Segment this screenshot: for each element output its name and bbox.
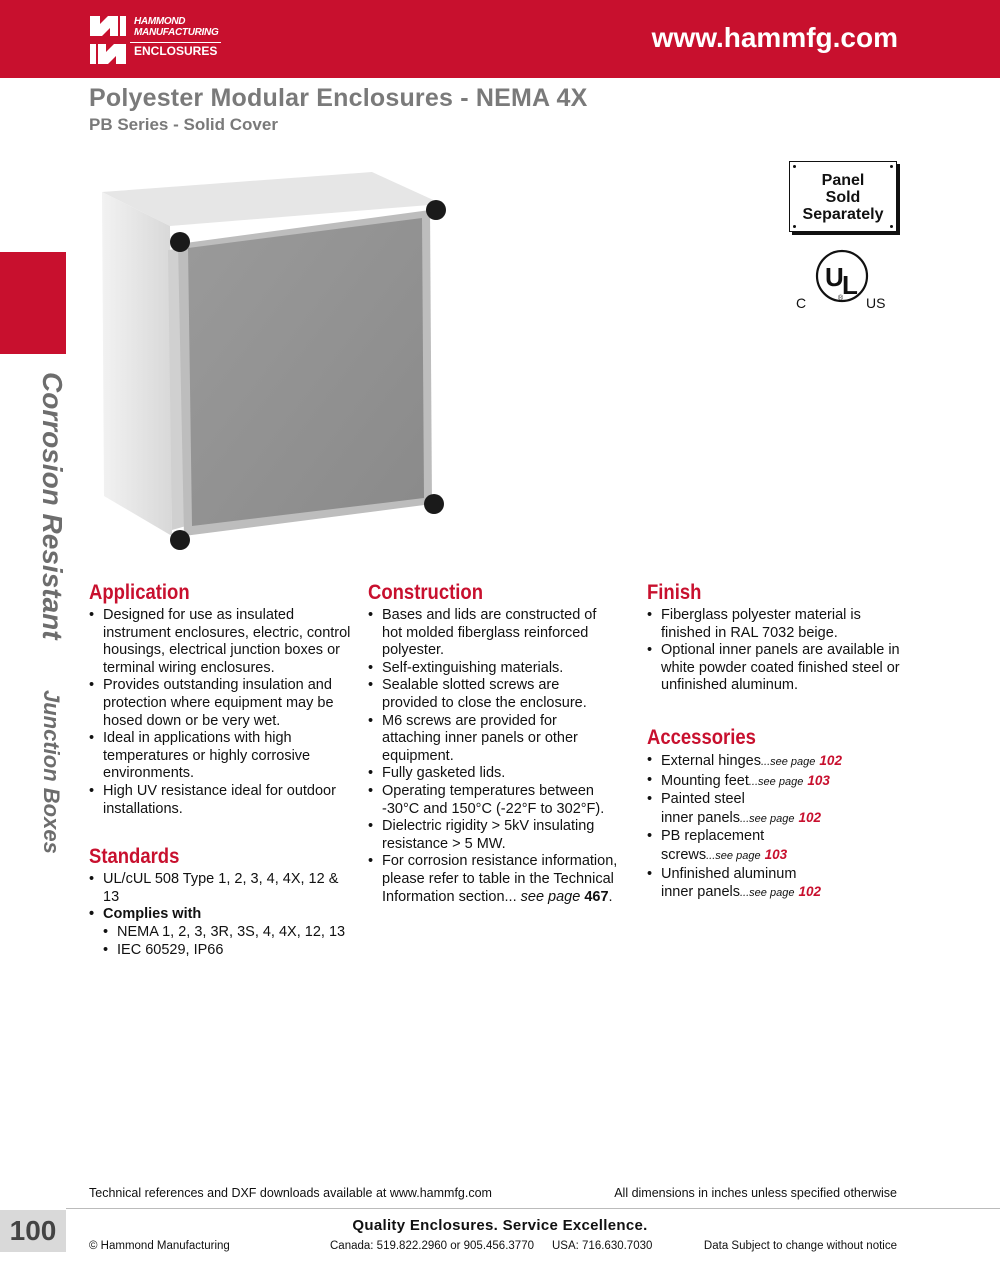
badge-line-2: Sold	[825, 189, 861, 206]
spacer	[647, 695, 907, 725]
see-page-number[interactable]: 467	[584, 888, 609, 905]
badge-dot	[890, 225, 893, 228]
dimensions-note: All dimensions in inches unless specified otherwise	[614, 1186, 897, 1200]
accessory-label: Mounting feet	[661, 772, 749, 789]
list-item: • M6 screws are provided for attaching inner panels or other equipment.	[368, 713, 618, 766]
list-item: • IEC 60529, IP66	[89, 942, 351, 960]
website-url[interactable]: www.hammfg.com	[651, 22, 898, 53]
accessory-label: screws	[661, 846, 707, 863]
list-item: • Complies with	[89, 906, 351, 924]
accessory-page-link[interactable]: 102	[798, 884, 821, 900]
side-category-label: Corrosion Resistant	[37, 372, 68, 640]
accessory-page-link[interactable]: 102	[798, 809, 821, 825]
finish-heading: Finish	[647, 581, 702, 604]
list-item: • Provides outstanding insulation and protection where equipment may be hosed down or be very wet.	[89, 677, 351, 730]
side-subcategory-label: Junction Boxes	[39, 690, 64, 854]
badge-line-1: Panel	[821, 172, 865, 189]
see-page-label: ...see page	[706, 849, 761, 862]
see-page-label: see page	[520, 888, 581, 905]
list-item: • UL/cUL 508 Type 1, 2, 3, 4, 4X, 12 & 13	[89, 871, 351, 906]
badge-line-3: Separately	[802, 206, 884, 223]
see-page-label: ...see page	[760, 755, 816, 768]
accessory-item	[647, 772, 907, 792]
accessory-label: External hinges	[661, 752, 761, 769]
logo-name	[134, 16, 218, 38]
tech-references-note: Technical references and DXF downloads available at www.hammfg.com	[89, 1186, 492, 1200]
ul-registered: ®	[838, 295, 844, 302]
list-item: • High UV resistance ideal for outdoor installations.	[89, 783, 351, 818]
badge-dot	[793, 225, 796, 228]
enclosure-product-image	[92, 164, 452, 556]
spacer	[89, 818, 351, 844]
standards-heading: Standards	[89, 845, 180, 869]
page-subtitle: PB Series - Solid Cover	[89, 115, 278, 134]
page-title: Polyester Modular Enclosures - NEMA 4X	[89, 84, 588, 112]
application-heading: Application	[89, 581, 190, 604]
footer-tagline: Quality Enclosures. Service Excellence.	[352, 1217, 648, 1234]
see-page-label: ...see page	[740, 887, 795, 900]
standards-list	[89, 871, 351, 959]
logo-line-1: HAMMOND	[134, 16, 186, 27]
list-item	[368, 853, 618, 906]
application-list	[89, 607, 351, 818]
list-item: • Sealable slotted screws are provided to close the enclosure.	[368, 677, 618, 712]
accessory-label-line: PB replacement	[661, 828, 765, 845]
ul-c-label: C	[796, 295, 807, 311]
finish-column	[647, 580, 907, 903]
section-tab	[0, 252, 66, 354]
accessory-page-link[interactable]: 102	[819, 752, 842, 768]
accessory-item	[647, 791, 907, 828]
hammond-h-icon	[88, 14, 128, 66]
list-item: • NEMA 1, 2, 3, 3R, 3S, 4, 4X, 12, 13	[89, 924, 351, 942]
list-item: • Ideal in applications with high temperatures or highly corrosive environments.	[89, 730, 351, 783]
change-notice: Data Subject to change without notice	[703, 1240, 897, 1252]
accessory-page-link[interactable]: 103	[807, 772, 830, 788]
page-number: 100	[0, 1210, 66, 1252]
list-item: • Designed for use as insulated instrument enclosures, electric, control housings, electrical junction boxes or terminal wiring enclosures.	[89, 607, 351, 677]
list-item: • Dielectric rigidity > 5kV insulating resistance > 5 MW.	[368, 818, 618, 853]
accessories-heading: Accessories	[647, 725, 756, 749]
badge-dot	[890, 165, 893, 168]
accessory-label: inner panels	[661, 809, 740, 826]
see-page-label: ...see page	[748, 775, 804, 788]
hammond-logo	[88, 14, 248, 66]
list-item: • Bases and lids are constructed of hot molded fiberglass reinforced polyester.	[368, 607, 618, 660]
accessory-item	[647, 828, 907, 865]
corrosion-info-text: For corrosion resistance information, please refer to table in the Technical Information section...	[382, 853, 618, 905]
canada-phone: Canada: 519.822.2960 or 905.456.3770	[330, 1240, 534, 1252]
accessory-label: inner panels	[661, 884, 740, 901]
construction-heading: Construction	[368, 581, 483, 604]
list-item: • Self-extinguishing materials.	[368, 660, 618, 678]
copyright: © Hammond Manufacturing	[89, 1240, 230, 1252]
application-column	[89, 580, 351, 959]
construction-list	[368, 607, 618, 906]
accessory-page-link[interactable]: 103	[764, 846, 788, 862]
list-item: • Fully gasketed lids.	[368, 765, 618, 783]
cul-us-listed-icon	[796, 248, 892, 314]
page-header	[0, 0, 1000, 78]
see-page-label: ...see page	[740, 812, 795, 825]
footer-divider	[66, 1208, 1000, 1209]
accessories-list	[647, 752, 907, 903]
logo-enclosures: ENCLOSURES	[130, 42, 221, 59]
accessory-label-line: Unfinished aluminum	[661, 865, 797, 882]
list-item: • Operating temperatures between -30°C and 150°C (-22°F to 302°F).	[368, 783, 618, 818]
panel-sold-separately-badge	[789, 161, 897, 232]
list-item: • Optional inner panels are available in white powder coated finished steel or unfinished aluminum.	[647, 642, 907, 695]
ul-us-label: US	[866, 295, 886, 311]
list-item: • Fiberglass polyester material is finished in RAL 7032 beige.	[647, 607, 907, 642]
construction-column	[368, 580, 618, 906]
usa-phone: USA: 716.630.7030	[552, 1240, 653, 1252]
finish-list	[647, 607, 907, 695]
period: .	[608, 888, 613, 905]
badge-dot	[793, 165, 796, 168]
accessory-item	[647, 866, 907, 903]
accessory-item	[647, 752, 907, 772]
logo-line-2: MANUFACTURING	[134, 27, 219, 38]
svg-text:L: L	[842, 270, 858, 300]
accessory-label-line: Painted steel	[661, 791, 745, 808]
svg-text:U: U	[825, 262, 844, 292]
